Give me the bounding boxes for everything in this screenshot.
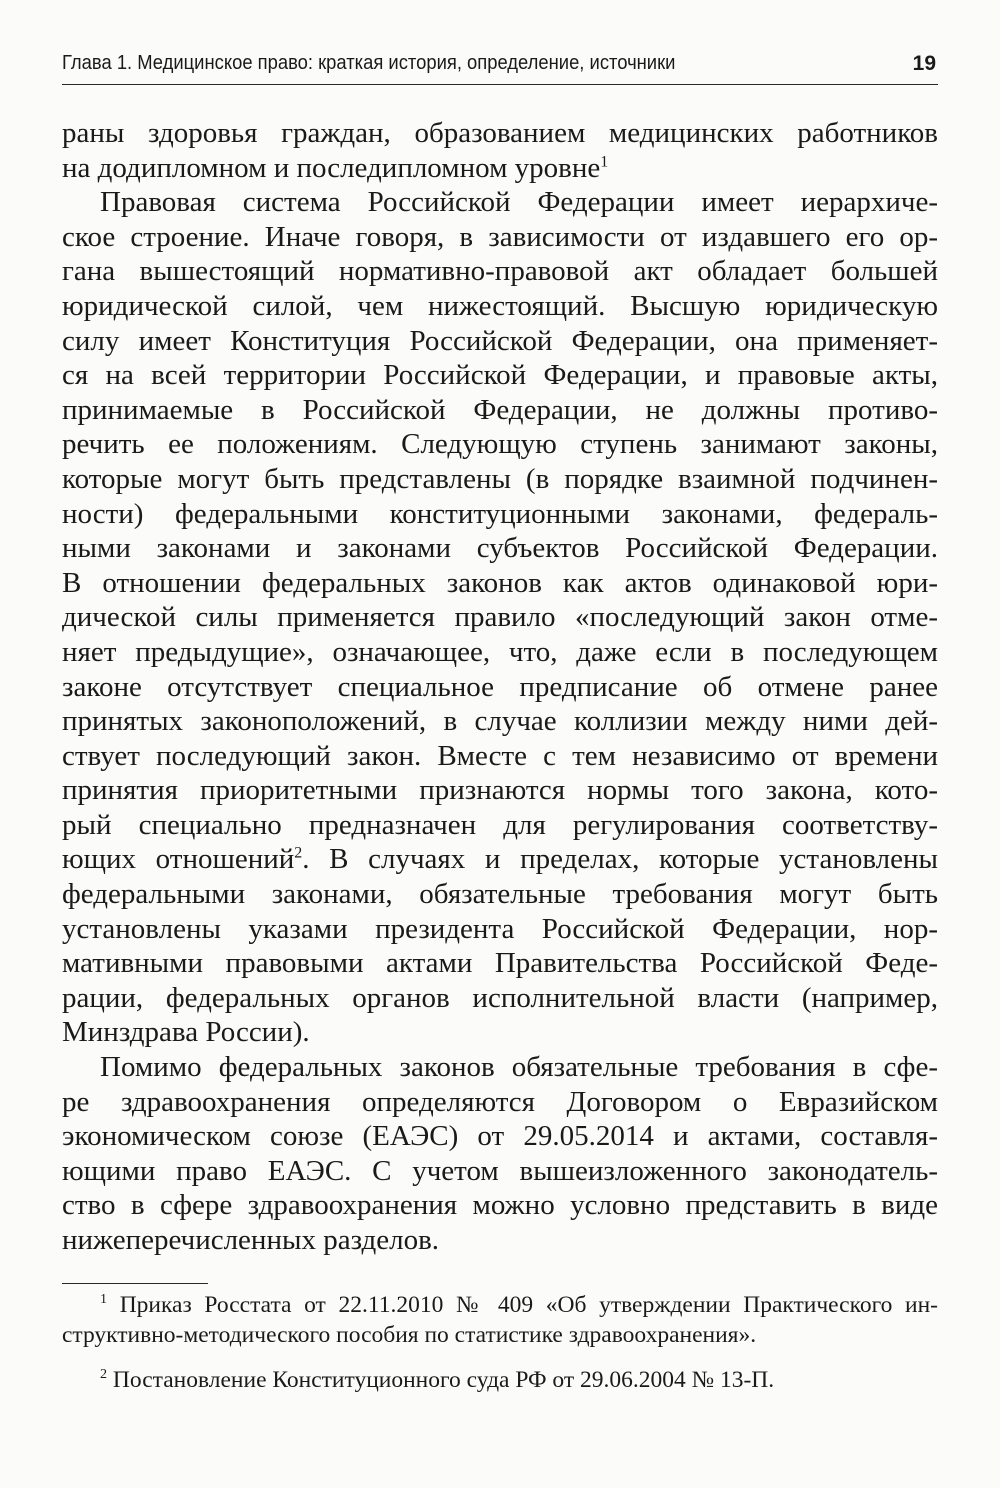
footnote-marker: 1 [100,1291,108,1308]
text-line: дической силы применяется правило «последующий закон отме- [62,601,938,634]
text-line: установлены указами президента Российской Федерации, нор- [62,912,938,945]
footnote-line: структивно-методического пособия по статистике здравоохранения». [62,1322,757,1348]
text-line: нижеперечисленных разделов. [62,1224,440,1256]
text-line: ными законами и законами субъектов Российской Федерации. [62,532,938,565]
text-line: ющими право ЕАЭС. С учетом вышеизложенного законодатель- [62,1154,938,1187]
footnotes [62,1290,938,1395]
text-line: рации, федеральных органов исполнительной власти (например, [62,981,938,1014]
page-number: 19 [912,52,936,75]
text-line: принятия приоритетными признаются нормы того закона, кото- [62,774,938,807]
text-line: законе отсутствует специальное предписание об отмене ранее [62,670,938,703]
paragraph-3 [62,1050,938,1258]
text-line: принятых законоположений, в случае коллизии между ними дей- [62,705,938,738]
main-text [62,116,938,1258]
text-line: Помимо федеральных законов обязательные требования в сфе- [100,1051,938,1084]
footnote-separator [62,1283,208,1284]
footnote-1 [62,1290,938,1350]
text-line: ствует последующий закон. Вместе с тем независимо от времени [62,739,938,772]
text-line: гана вышестоящий нормативно-правовой акт обладает большей [62,255,938,288]
text-line: ющих отношений$^2$. В случаях и пределах, которые установлены [62,843,938,876]
footnote-line: $^1$ Приказ Росстата от 22.11.2010 № 409 «Об утверждении Практического ин- [100,1291,938,1318]
text-line: мативными правовыми актами Правительства Российской Феде- [62,947,938,980]
running-header [62,50,938,85]
text-line: экономическом союзе (ЕАЭС) от 29.05.2014 и актами, составля- [62,1120,938,1153]
text-line: федеральными законами, обязательные требования могут быть [62,878,938,911]
text-line: ское строение. Иначе говоря, в зависимости от издавшего его ор- [62,220,938,253]
text-line: ре здравоохранения определяются Договором о Евразийском [62,1085,938,1118]
text-line: речить ее положениям. Следующую ступень занимают законы, [62,428,938,461]
text-line: няет предыдущие», означающее, что, даже если в последующем [62,635,938,668]
footnote-2 [62,1365,938,1395]
footnote-ref-2: 2 [294,844,303,862]
text-line: которые могут быть представлены (в порядке взаимной подчинен- [62,462,938,495]
text-line: Минздрава России). [62,1016,310,1049]
text-line: принимаемые в Российской Федерации, не должны противо- [62,393,938,426]
text-line: ство в сфере здравоохранения можно условно представить в виде [62,1189,938,1222]
paragraph-2 [62,185,938,1050]
text-line: на додипломном и последипломном уровне$^1$ [62,151,609,184]
text-line: Правовая система Российской Федерации имеет иерархиче- [100,186,938,219]
text-line: раны здоровья граждан, образованием медицинских работников [62,117,938,149]
paragraph-1 [62,116,938,185]
text-line: силу имеет Конституция Российской Федерации, она применяет- [62,324,938,357]
text-line: В отношении федеральных законов как актов одинаковой юри- [62,566,938,599]
footnote-marker: 2 [100,1366,108,1383]
text-line: ся на всей территории Российской Федерации, и правовые акты, [62,359,938,392]
text-line: ности) федеральными конституционными законами, федераль- [62,497,938,530]
text-line: рый специально предназначен для регулирования соответству- [62,808,938,841]
chapter-title: Глава 1. Медицинское право: краткая история, определение, источники [62,52,676,74]
text-line: юридической силой, чем нижестоящий. Высшую юридическую [62,289,938,322]
footnote-ref-1: 1 [600,152,609,170]
footnote-line: $^2$ Постановление Конституционного суда РФ от 29.06.2004 № 13-П. [100,1366,775,1393]
